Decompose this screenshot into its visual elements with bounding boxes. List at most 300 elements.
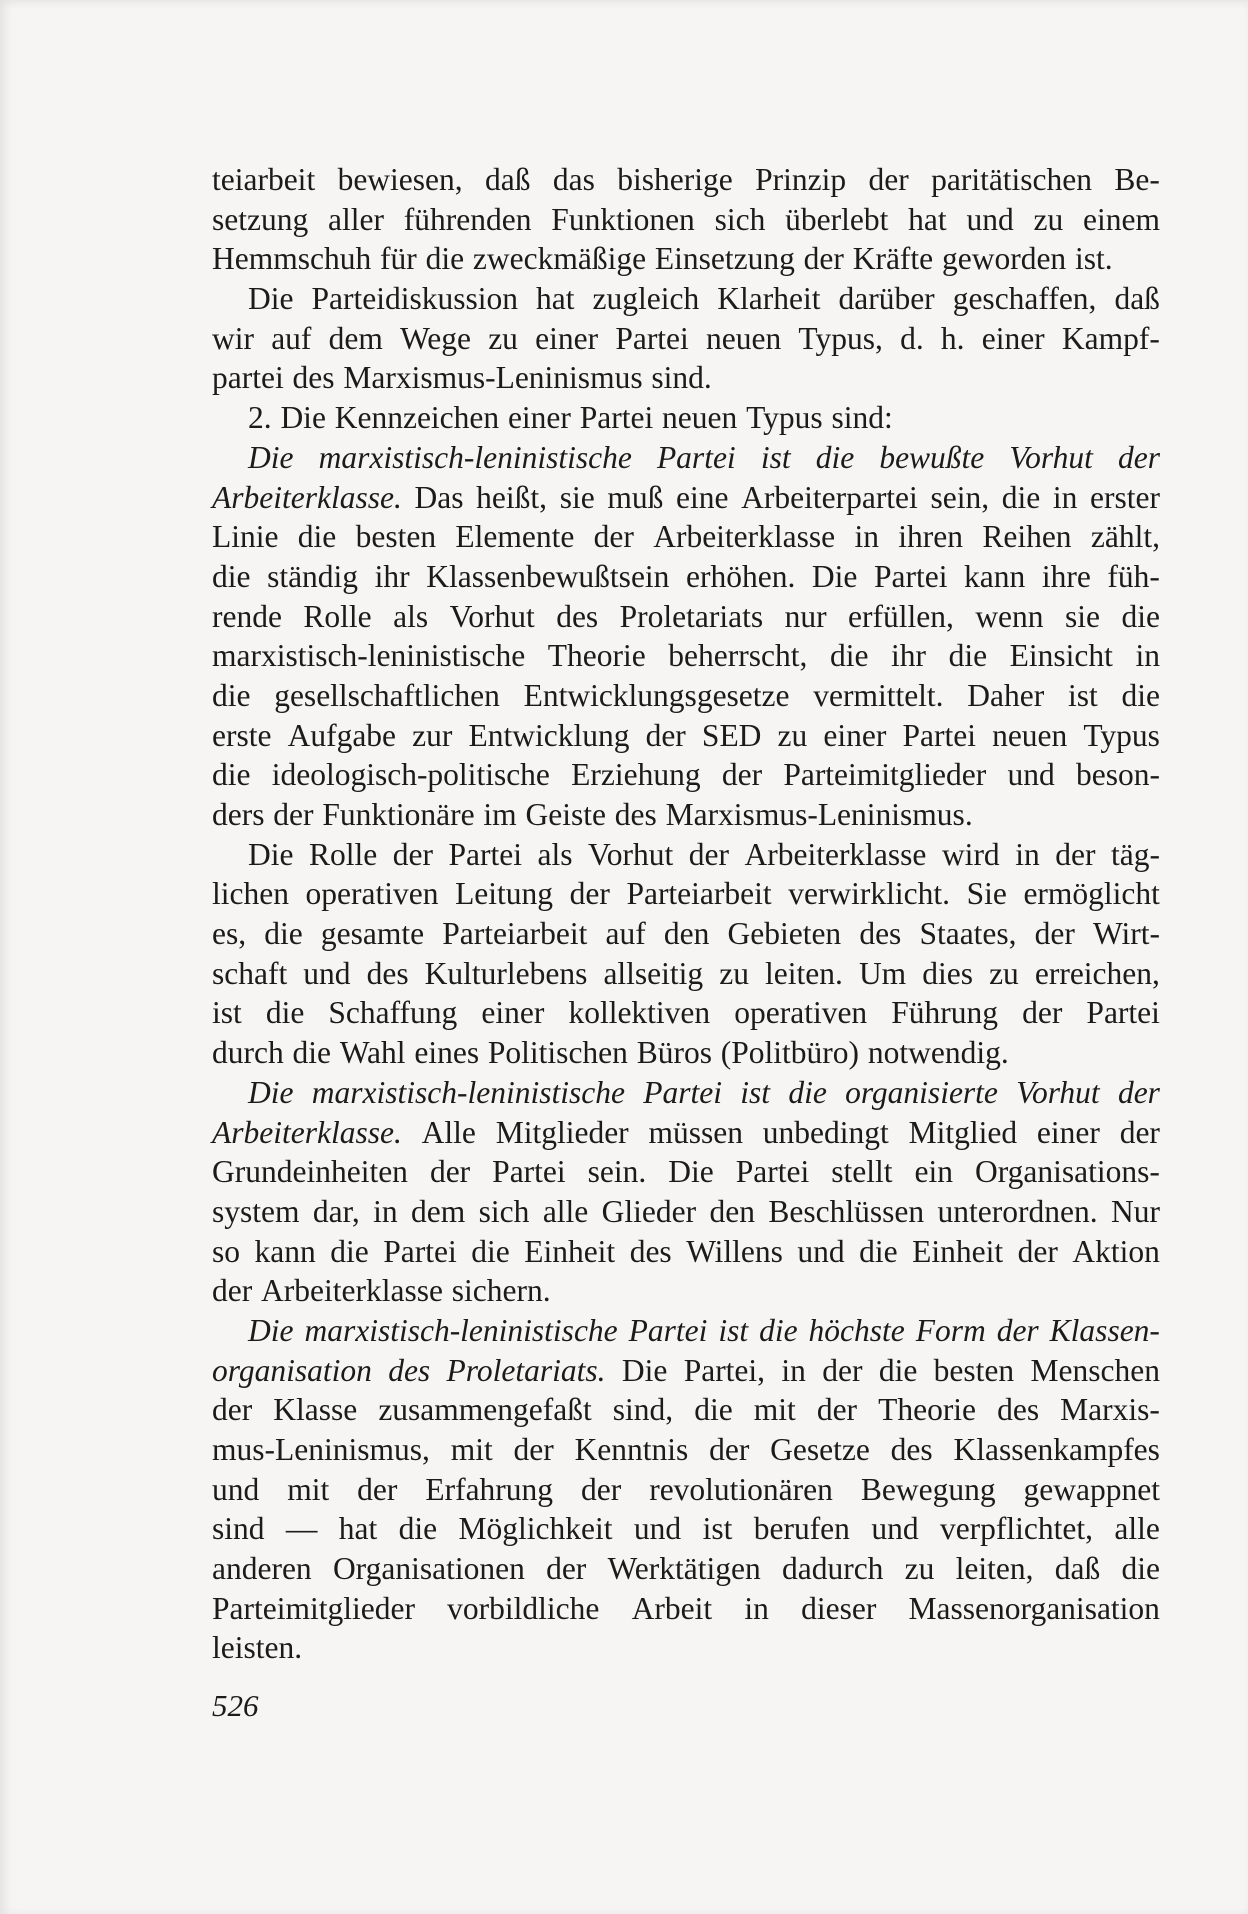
word: der <box>688 836 729 872</box>
word: ihren <box>898 519 964 555</box>
word: sind <box>212 1511 265 1547</box>
word: die <box>759 1312 798 1348</box>
word: die <box>1121 677 1160 713</box>
word: operativen <box>305 876 439 912</box>
word: SED <box>701 717 762 753</box>
word: Klassenkampfes <box>953 1432 1160 1467</box>
word: Einheit <box>912 1233 1004 1269</box>
text-line <box>212 279 1160 319</box>
word: einer <box>823 717 887 753</box>
word: Führung <box>891 995 999 1031</box>
word: Arbeiterklasse <box>744 836 927 872</box>
word: Einheit <box>524 1233 616 1269</box>
word: eine <box>676 479 729 515</box>
word: verpflichtet, <box>939 1511 1094 1547</box>
word: Marxismus-Leninismus <box>343 360 643 396</box>
word: den <box>663 916 710 952</box>
word: kann <box>964 558 1026 594</box>
word: beherrscht, <box>668 638 808 674</box>
word: Hemmschuh <box>212 241 372 277</box>
text-line <box>212 755 1160 795</box>
word: der <box>1022 995 1063 1031</box>
word: vorbildliche <box>447 1590 600 1626</box>
word: ständig <box>267 558 359 594</box>
word: erhöhen. <box>686 558 796 594</box>
word: leiten. <box>765 955 843 991</box>
word: Das <box>414 479 464 515</box>
word: Vorhut <box>449 598 535 634</box>
word: wir <box>212 320 254 356</box>
text-line <box>212 795 1160 835</box>
word: und <box>871 1511 919 1547</box>
word: Marxis- <box>1060 1392 1160 1428</box>
word: in <box>1135 638 1160 674</box>
word: — <box>285 1511 318 1547</box>
word: zur <box>412 717 453 753</box>
word: aller <box>328 201 384 237</box>
word: Beschlüssen <box>768 1193 925 1229</box>
word: und <box>1007 757 1055 793</box>
word: in <box>781 1352 806 1388</box>
word: Grundeinheiten <box>212 1154 408 1190</box>
word: Theorie <box>878 1392 977 1428</box>
word: wird <box>941 836 1000 872</box>
word: Proletariats. <box>446 1352 606 1388</box>
text-line <box>212 1192 1160 1232</box>
word: 2. <box>248 400 272 436</box>
word: Typus, <box>798 320 883 356</box>
word: Wege <box>400 320 471 356</box>
word: Die <box>280 400 326 436</box>
word: die <box>694 1392 733 1428</box>
word: Kulturlebens <box>424 955 588 991</box>
word: mus-Leninismus, <box>212 1432 430 1467</box>
word: marxistisch-leninistische <box>318 439 632 475</box>
word: Bewegung <box>860 1471 996 1507</box>
word: ermöglicht <box>1023 876 1160 912</box>
text-line <box>212 993 1160 1033</box>
text-line <box>212 1390 1160 1430</box>
word: der <box>546 1551 587 1587</box>
word: kollektiven <box>568 995 711 1031</box>
word: gesellschaftlichen <box>274 677 500 713</box>
word: Daher <box>967 677 1045 713</box>
word: organisierte <box>845 1074 998 1110</box>
word: Partei <box>615 320 689 356</box>
word: als <box>537 836 573 872</box>
word: Klassen- <box>1049 1312 1160 1348</box>
word: Linie <box>212 519 279 555</box>
word: Schaffung <box>328 995 458 1031</box>
word: (Politbüro) <box>720 1035 860 1071</box>
word: in <box>854 519 879 555</box>
word: setzung <box>212 201 309 237</box>
word: Arbeiterklasse <box>653 519 836 555</box>
word: Partei <box>735 1154 810 1190</box>
word: Rolle <box>303 598 372 634</box>
word: mit <box>450 1432 493 1467</box>
word: Einsetzung <box>654 241 795 277</box>
word: Kampf- <box>1061 320 1160 356</box>
word: zu <box>777 717 808 753</box>
word: und <box>966 201 1014 237</box>
word: Parteiarbeit <box>442 916 588 952</box>
word: Wirt- <box>1093 916 1160 952</box>
word: vermittelt. <box>813 677 944 713</box>
text-line <box>212 1232 1160 1272</box>
word: die <box>297 519 337 555</box>
word: allseitig <box>603 955 704 991</box>
word: schaft <box>212 955 288 991</box>
word: Um <box>858 955 907 991</box>
word: neuen <box>662 400 738 436</box>
word: ist <box>212 995 242 1031</box>
word: Mitglieder <box>495 1114 629 1150</box>
word: dar, <box>312 1193 360 1229</box>
text-line <box>212 200 1160 240</box>
word: gewappnet <box>1023 1471 1160 1507</box>
word: Die <box>248 439 294 475</box>
word: die <box>1001 479 1041 515</box>
word: Organisations- <box>974 1154 1160 1190</box>
text-line <box>212 1628 1160 1668</box>
word: neuen <box>706 320 782 356</box>
word: des <box>997 1392 1040 1428</box>
text-line <box>212 1549 1160 1589</box>
word: mit <box>287 1471 330 1507</box>
page-number: 526 <box>212 1688 259 1723</box>
word: die <box>425 241 465 277</box>
word: zweckmäßige <box>472 241 647 277</box>
word: Reihen <box>982 519 1072 555</box>
text-line <box>212 438 1160 478</box>
text-line <box>212 1589 1160 1629</box>
word: ders <box>212 797 265 832</box>
word: führenden <box>403 201 532 237</box>
word: paritätischen <box>931 162 1093 197</box>
word: Klassenbewußtsein <box>426 558 670 594</box>
word: Arbeiterklasse. <box>212 1114 402 1150</box>
word: Typus <box>746 400 823 436</box>
word: zugleich <box>592 281 700 317</box>
word: Be- <box>1114 162 1160 197</box>
word: des <box>388 1352 431 1388</box>
word: Funktionäre <box>322 797 475 832</box>
word: der <box>513 1432 554 1467</box>
word: als <box>393 598 429 634</box>
word: leisten. <box>212 1630 303 1666</box>
word: einer <box>981 320 1045 356</box>
word: Parteiarbeit <box>626 876 772 912</box>
word: Rolle <box>309 836 378 872</box>
word: teiarbeit <box>212 162 316 197</box>
word: des <box>366 955 409 991</box>
word: Funktionen <box>551 201 695 237</box>
word: der <box>996 1312 1039 1348</box>
text-line <box>212 239 1160 279</box>
word: müssen <box>648 1114 743 1150</box>
word: die <box>948 638 988 674</box>
word: die <box>265 995 305 1031</box>
word: unterordnen. <box>937 1193 1098 1229</box>
text-line <box>212 1152 1160 1192</box>
text-line <box>212 1271 1160 1311</box>
word: zu <box>904 1551 935 1587</box>
word: lichen <box>212 876 289 912</box>
word: und <box>633 1511 682 1547</box>
word: zu <box>1033 201 1064 237</box>
text-line <box>212 358 1160 398</box>
text-line <box>212 557 1160 597</box>
word: Glieder <box>601 1193 697 1229</box>
word: und <box>797 1233 845 1269</box>
word: der <box>721 757 763 793</box>
word: Erziehung <box>571 757 701 793</box>
word: Leitung <box>455 876 554 912</box>
word: marxistisch-leninistische <box>212 638 526 674</box>
word: alle <box>1114 1511 1160 1547</box>
word: die <box>815 439 855 475</box>
word: die <box>330 1233 369 1269</box>
word: zu <box>488 320 518 356</box>
word: gesamte <box>320 916 425 952</box>
word: Die <box>248 1312 294 1348</box>
word: der <box>593 519 634 555</box>
word: alle <box>542 1193 589 1229</box>
text-line <box>212 160 1160 200</box>
word: ihr <box>374 558 410 594</box>
word: Partei, <box>683 1352 766 1388</box>
word: bewiesen, <box>337 162 463 197</box>
word: Partei <box>448 836 522 872</box>
word: Werktätigen <box>607 1551 761 1587</box>
text-line <box>212 1470 1160 1510</box>
word: es, <box>212 916 247 952</box>
word: Arbeiterklasse <box>261 1273 443 1309</box>
word: Wahl <box>339 1035 406 1071</box>
word: der <box>581 1471 622 1507</box>
word: geschaffen, <box>952 281 1097 317</box>
text-line <box>212 1509 1160 1549</box>
text-line <box>212 636 1160 676</box>
word: ist <box>718 1312 749 1348</box>
word: Marxismus-Leninismus. <box>665 797 973 832</box>
word: Nur <box>1111 1193 1160 1229</box>
word: durch <box>212 1035 284 1071</box>
word: nur <box>784 598 827 634</box>
word: Gesetze <box>770 1432 870 1467</box>
word: darüber <box>838 281 935 317</box>
word: Vorhut <box>1009 439 1093 475</box>
word: Partei <box>643 1074 722 1110</box>
word: der <box>212 1392 253 1428</box>
word: dem <box>328 320 383 356</box>
word: Elemente <box>455 519 575 555</box>
word: die <box>212 558 251 594</box>
word: der <box>709 1432 750 1467</box>
word: des <box>629 1233 672 1269</box>
word: ist. <box>1074 241 1113 277</box>
word: in <box>744 1590 769 1626</box>
body-text <box>212 160 1160 1668</box>
word: der <box>569 876 610 912</box>
word: Kräfte <box>852 241 934 277</box>
word: d. <box>900 320 924 356</box>
word: Parteidiskussion <box>311 281 519 317</box>
word: einer <box>1036 1114 1100 1150</box>
word: das <box>552 162 595 197</box>
word: Möglichkeit <box>458 1511 613 1547</box>
word: dem <box>411 1193 466 1229</box>
word: der <box>868 162 909 197</box>
word: zählt, <box>1090 519 1160 555</box>
word: anderen <box>212 1551 312 1587</box>
word: die <box>1121 598 1160 634</box>
word: besten <box>355 519 437 555</box>
word: für <box>380 241 417 277</box>
word: Die <box>621 1352 668 1388</box>
word: sein. <box>587 1154 647 1190</box>
word: bisherige <box>617 162 733 197</box>
word: ist <box>740 1074 771 1110</box>
text-line <box>212 954 1160 994</box>
word: partei <box>212 360 284 396</box>
word: Vorhut <box>1016 1074 1100 1110</box>
word: ist <box>702 1511 733 1547</box>
word: und <box>212 1471 260 1507</box>
word: die <box>829 638 869 674</box>
text-line <box>212 716 1160 756</box>
text-line <box>212 1113 1160 1153</box>
word: ideologisch-politische <box>271 757 550 793</box>
word: Geiste <box>525 797 606 832</box>
word: des <box>556 598 599 634</box>
word: wenn <box>975 598 1044 634</box>
word: Die <box>248 1074 294 1110</box>
word: hat <box>908 201 947 237</box>
word: Arbeiterklasse. <box>212 479 402 515</box>
word: Erfahrung <box>425 1471 554 1507</box>
word: ihre <box>1041 558 1091 594</box>
word: unbedingt <box>762 1114 889 1150</box>
text-line <box>212 1351 1160 1391</box>
word: erreichen, <box>1034 955 1160 991</box>
word: Klarheit <box>717 281 821 317</box>
word: ein <box>914 1154 953 1190</box>
text-line <box>212 319 1160 359</box>
word: heißt, <box>476 479 548 515</box>
word: die <box>292 1035 332 1071</box>
word: zusammengefaßt <box>378 1392 592 1428</box>
word: der <box>1055 836 1096 872</box>
word: ihr <box>891 638 926 674</box>
word: einer <box>507 400 571 436</box>
word: den <box>709 1193 756 1229</box>
word: in <box>1052 479 1078 515</box>
word: im <box>483 797 517 832</box>
text-line <box>212 835 1160 875</box>
word: Politischen <box>487 1035 628 1071</box>
word: Parteimitglieder <box>783 757 987 793</box>
word: erster <box>1090 479 1160 515</box>
text-line <box>212 914 1160 954</box>
word: die <box>398 1511 438 1547</box>
word: Alle <box>421 1114 476 1150</box>
word: sie <box>1065 598 1100 634</box>
word: neuen <box>992 717 1068 753</box>
text-line <box>212 676 1160 716</box>
word: der <box>1118 439 1160 475</box>
word: der <box>816 1392 858 1428</box>
word: Menschen <box>1030 1352 1160 1388</box>
word: Entwicklungsgesetze <box>523 677 790 713</box>
word: Organisationen <box>332 1551 525 1587</box>
word: Mitglied <box>908 1114 1018 1150</box>
word: der <box>212 1273 253 1309</box>
text-line <box>212 597 1160 637</box>
word: auf <box>605 916 646 952</box>
word: marxistisch-leninistische <box>304 1312 618 1348</box>
word: des <box>890 1432 933 1467</box>
word: bewußte <box>879 439 985 475</box>
word: Partei <box>492 1154 566 1190</box>
word: notwendig. <box>867 1035 1009 1071</box>
word: daß <box>1054 1551 1101 1587</box>
word: Partei <box>873 558 948 594</box>
word: Parteimitglieder <box>212 1590 415 1626</box>
word: zu <box>989 955 1019 991</box>
word: auf <box>271 320 312 356</box>
word: hat <box>338 1511 378 1547</box>
word: der <box>645 717 686 753</box>
word: dieser <box>801 1590 877 1626</box>
word: Typus <box>1083 717 1160 753</box>
word: der <box>1117 1074 1160 1110</box>
word: zu <box>719 955 749 991</box>
word: sich <box>478 1193 530 1229</box>
word: leiten, <box>955 1551 1034 1587</box>
word: täg- <box>1110 836 1160 872</box>
word: beson- <box>1075 757 1160 793</box>
word: Aufgabe <box>287 717 397 753</box>
word: die <box>878 1352 918 1388</box>
word: muß <box>607 479 664 515</box>
word: erste <box>212 717 272 753</box>
word: die <box>264 916 303 952</box>
word: Arbeit <box>631 1590 713 1626</box>
word: der <box>357 1471 398 1507</box>
word: Staates, <box>919 916 1017 952</box>
word: Büros <box>636 1035 712 1071</box>
word: Kenntnis <box>574 1432 689 1467</box>
word: Prinzip <box>755 162 847 197</box>
word: des <box>292 360 335 396</box>
word: die <box>859 1233 898 1269</box>
word: Form <box>915 1312 986 1348</box>
text-line <box>212 874 1160 914</box>
word: des <box>859 916 902 952</box>
word: marxistisch-leninistische <box>311 1074 625 1110</box>
word: in <box>373 1193 398 1229</box>
word: Partei <box>628 1312 708 1348</box>
word: des <box>614 797 657 832</box>
word: mit <box>753 1392 796 1428</box>
word: Partei <box>579 400 654 436</box>
text-line <box>212 1073 1160 1113</box>
word: und <box>303 955 351 991</box>
word: h. <box>940 320 965 356</box>
word: Partei <box>656 439 736 475</box>
